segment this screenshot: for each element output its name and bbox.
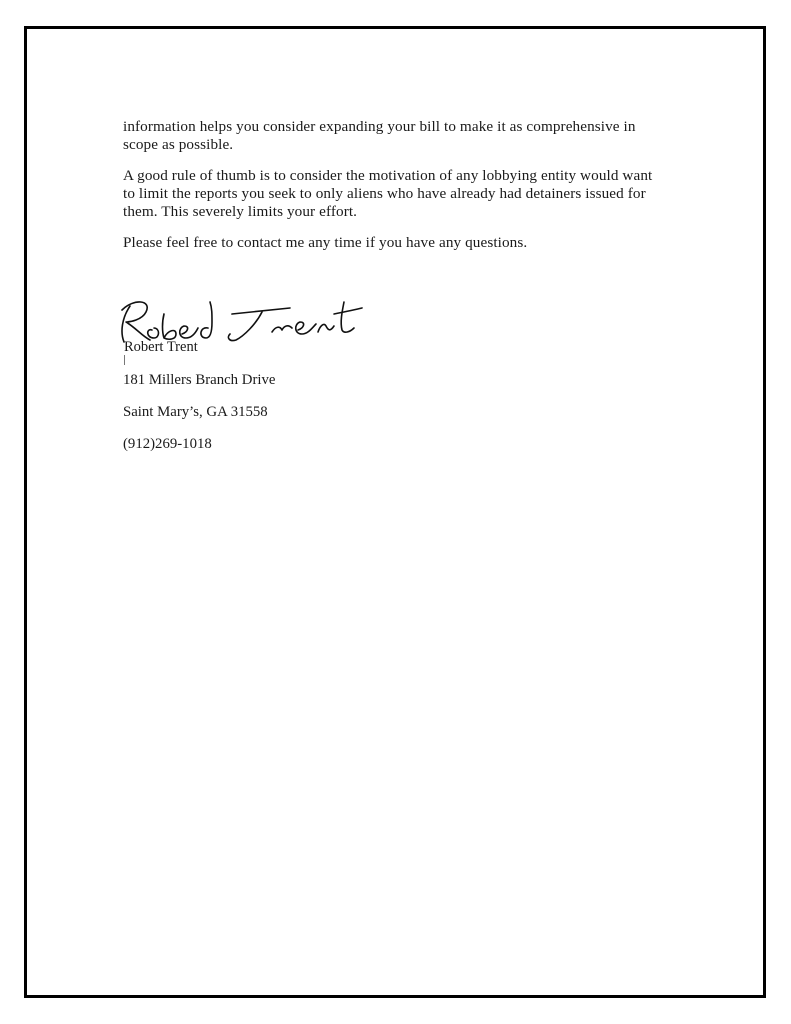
address-city-state-zip: Saint Mary’s, GA 31558 [123, 404, 268, 420]
paragraph-closing: Please feel free to contact me any time if you have any questions. [123, 234, 528, 251]
paragraph-continuation: information helps you consider expanding your bill to make it as comprehensive in scope as possible. [123, 118, 636, 153]
signer-name: Robert Trent [124, 339, 198, 355]
paragraph-rule-of-thumb: A good rule of thumb is to consider the motivation of any lobbying entity would want to limit the reports you seek to only aliens who have already had detainers issued for them. This severely limits your effort. [123, 167, 653, 220]
address-street: 181 Millers Branch Drive [123, 372, 276, 388]
signature-line-mark [124, 355, 125, 365]
phone-number: (912)269-1018 [123, 436, 212, 452]
letter-body [123, 118, 663, 265]
